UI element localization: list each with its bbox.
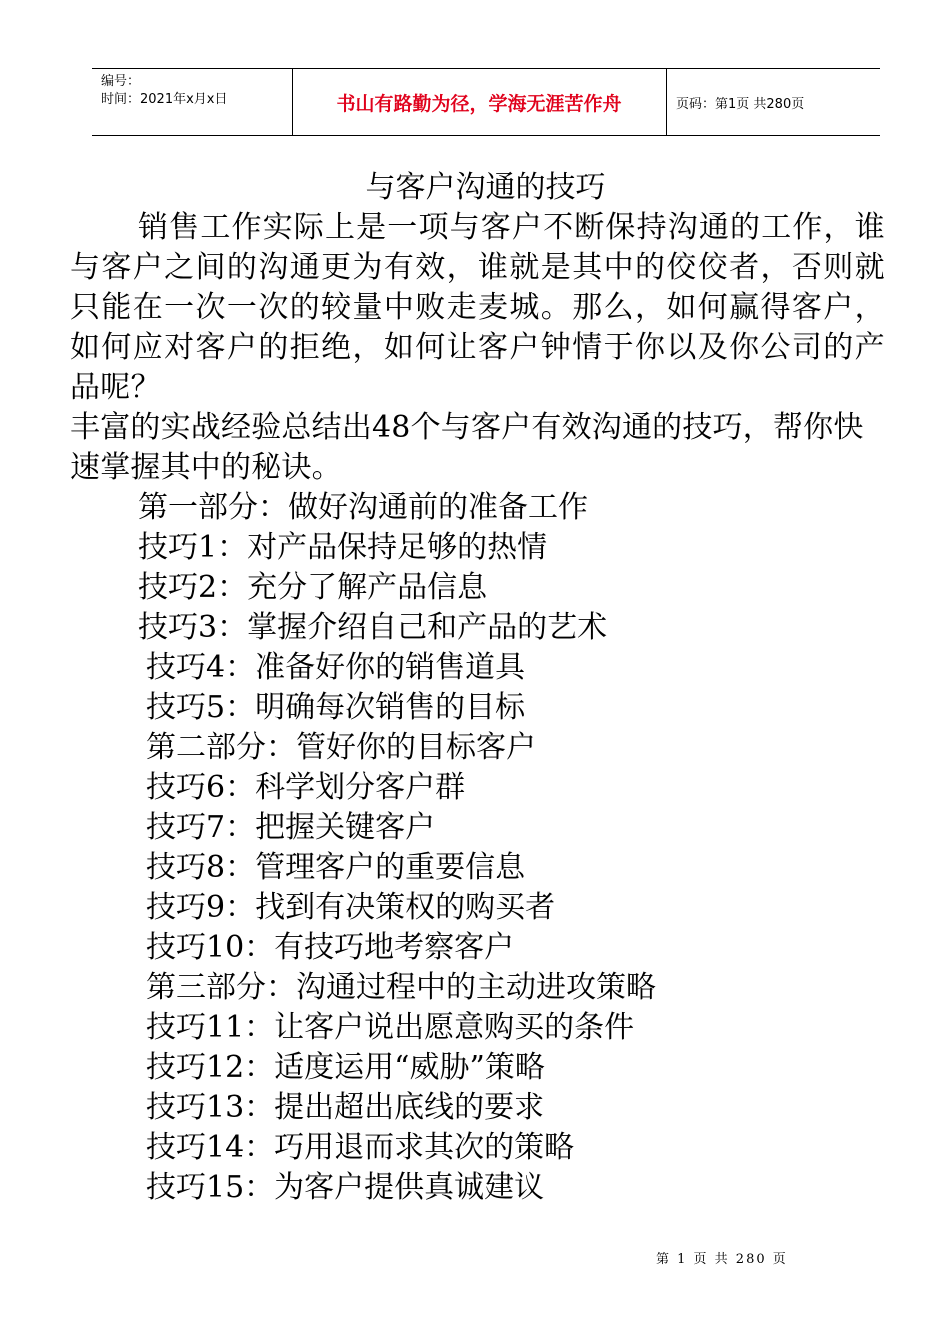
list-item: 技巧6：科学划分客户群 bbox=[146, 770, 466, 805]
list-item: 技巧7：把握关键客户 bbox=[146, 810, 436, 845]
list-item: 技巧4：准备好你的销售道具 bbox=[146, 650, 526, 685]
list-item: 技巧2：充分了解产品信息 bbox=[138, 570, 488, 605]
section-heading-part3: 第三部分：沟通过程中的主动进攻策略 bbox=[146, 970, 656, 1005]
list-item: 技巧5：明确每次销售的目标 bbox=[146, 690, 526, 725]
list-item: 技巧13：提出超出底线的要求 bbox=[146, 1090, 545, 1125]
document-body bbox=[70, 168, 885, 1208]
list-item: 技巧3：掌握介绍自己和产品的艺术 bbox=[138, 610, 608, 645]
list-item: 技巧10：有技巧地考察客户 bbox=[146, 930, 515, 965]
list-item: 技巧8：管理客户的重要信息 bbox=[146, 850, 526, 885]
serial-label: 编号： bbox=[101, 74, 141, 89]
header-meta bbox=[92, 69, 292, 135]
section-heading-part1: 第一部分：做好沟通前的准备工作 bbox=[138, 490, 588, 525]
document-header bbox=[92, 68, 880, 136]
list-item: 技巧14：巧用退而求其次的策略 bbox=[146, 1130, 575, 1165]
time-label: 时间：2021年x月x日 bbox=[101, 92, 228, 107]
document-title: 与客户沟通的技巧 bbox=[365, 170, 606, 205]
list-item: 技巧1：对产品保持足够的热情 bbox=[138, 530, 548, 565]
header-motto: 书山有路勤为径，学海无涯苦作舟 bbox=[336, 92, 622, 115]
summary-paragraph: 丰富的实战经验总结出48个与客户有效沟通的技巧，帮你快速掌握其中的秘诀。 bbox=[70, 410, 864, 485]
page-footer: 第 1 页 共 280 页 bbox=[656, 1252, 788, 1267]
header-page-label: 页码：第1页 共280页 bbox=[676, 96, 805, 112]
list-item: 技巧11：让客户说出愿意购买的条件 bbox=[146, 1010, 635, 1045]
list-item: 技巧9：找到有决策权的购买者 bbox=[146, 890, 556, 925]
section-heading-part2: 第二部分：管好你的目标客户 bbox=[146, 730, 536, 765]
list-item: 技巧12：适度运用“威胁”策略 bbox=[146, 1050, 545, 1085]
intro-paragraph: 销售工作实际上是一项与客户不断保持沟通的工作，谁与客户之间的沟通更为有效，谁就是其中的佼佼者，否则就只能在一次一次的较量中败走麦城。那么，如何赢得客户，如何应对客户的拒绝，如何让客户钟情于你以及你公司的产品呢？ bbox=[70, 210, 885, 405]
list-item: 技巧15：为客户提供真诚建议 bbox=[146, 1170, 545, 1205]
